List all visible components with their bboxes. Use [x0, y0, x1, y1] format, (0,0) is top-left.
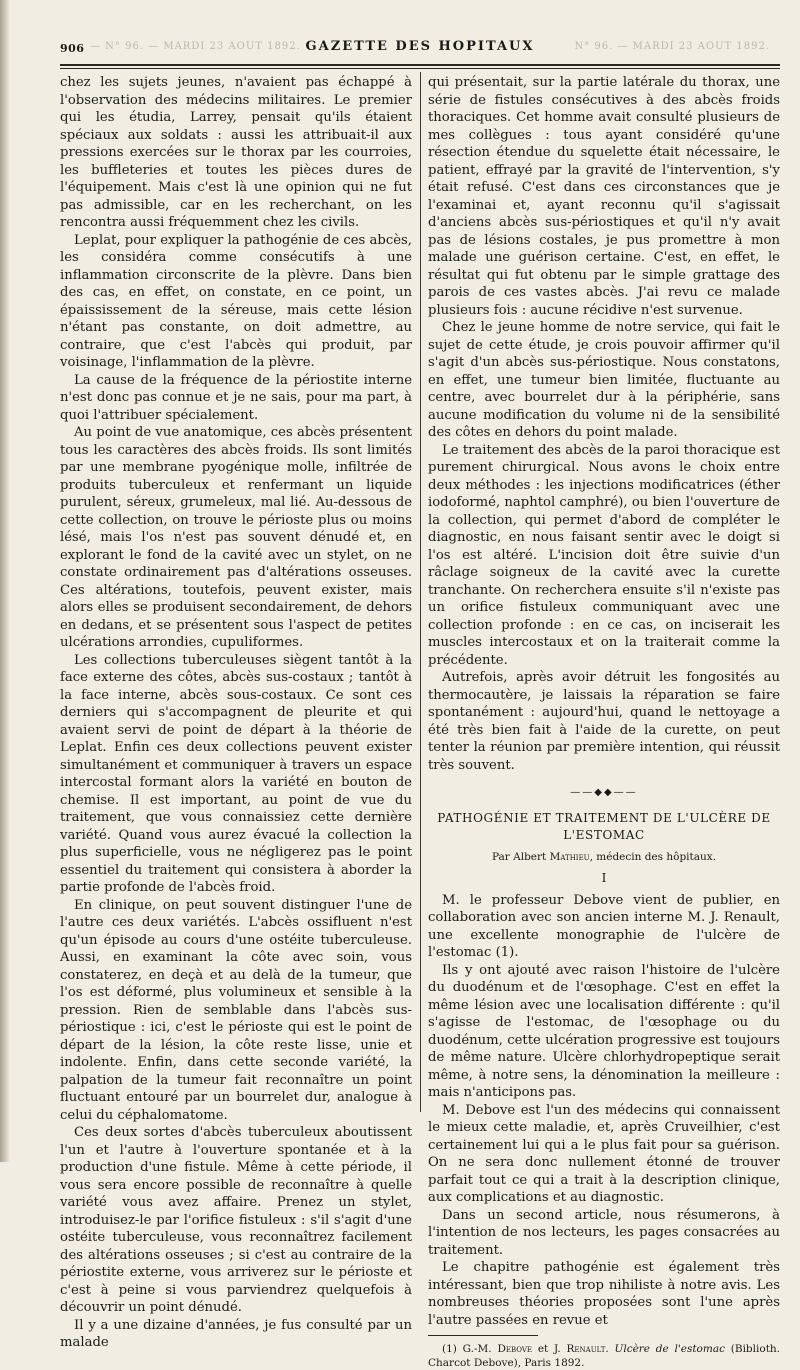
footnote: (1) G.-M. Debove et J. Renault. Ulcère de l'estomac (Biblioth. Charcot Debove), Paris 1892.	[428, 1343, 781, 1369]
left-column	[60, 74, 412, 1352]
header-rule-thick	[60, 64, 780, 66]
paragraph: chez les sujets jeunes, n'avaient pas échappé à l'observation des médecins militaires. Le premier qui les étudia, Larrey, pensait qu'ils étaient spéciaux aux soldats : aussi les attribuait-il aux pressions exercées sur le thorax par les courroies, les buffleteries et toutes les pièces dures de l'équipement. Mais c'est là une opinion qui ne fut pas admissible, car en les recherchant, on les rencontra aussi fréquemment chez les civils.	[60, 75, 412, 230]
article-title: PATHOGÉNIE ET TRAITEMENT DE L'ULCÈRE DE L'ESTOMAC	[437, 810, 771, 842]
paragraph: M. Debove est l'un des médecins qui connaissent le mieux cette maladie, et, après Cruveilhier, c'est certainement lui qui a le plus fait pour sa guérison. On ne sera donc nullement étonné de trouver parfait tout ce qui a trait à la description clinique, aux complications et au diagnostic.	[428, 1102, 780, 1205]
byline-suffix: , médecin des hôpitaux.	[589, 850, 717, 863]
page-number: 906	[60, 42, 85, 55]
article-byline	[428, 849, 780, 867]
right-column	[428, 74, 780, 1370]
footnote-book-title: Ulcère de l'estomac	[614, 1343, 725, 1355]
section-ornament: ——◆◆——	[570, 787, 638, 798]
paragraph: Chez le jeune homme de notre service, qui fait le sujet de cette étude, je crois pouvoir affirmer qu'il s'agit d'un abcès sus-périostique. Nous constatons, en effet, une tumeur bien limitée, fluctuante au centre, avec bourrelet dur à la périphérie, sans aucune modification du volume ni de la sensibilité des côtes en dehors du point malade.	[428, 320, 780, 440]
footnote-author-1: Debove	[497, 1343, 533, 1355]
paragraph: En clinique, on peut souvent distinguer l'une de l'autre ces deux variétés. L'abcès ossifluent n'est qu'un épisode au cours d'une ostéite tuberculeuse. Aussi, en examinant la côte avec soin, vous constaterez, en deçà et au delà de la tumeur, que l'os est déformé, plus volumineux et sensible à la pression. Rien de semblable dans l'abcès sus-périostique : ici, c'est le périoste qui est le point de départ de la lésion, la côte reste lisse, unie et indolente. Enfin, dans cette seconde variété, la palpation de la tumeur fait reconnaître un point fluctuant entouré par un bourrelet dur, analogue à celui du céphalomatome.	[60, 897, 412, 1123]
paragraph: Les collections tuberculeuses siègent tantôt à la face externe des côtes, abcès sus-costaux ; tantôt à la face interne, abcès sous-costaux. Ce sont ces derniers qui s'accompagnent de pleurite et qui avaient servi de point de départ à la théorie de Leplat. Enfin ces deux collections peuvent exister simultanément et communiquer à travers un espace intercostal formant alors la variété en bouton de chemise. Il est important, au point de vue du traitement, que vous connaissiez cette dernière variété. Quand vous aurez évacué la collection la plus superficielle, vous ne négligerez pas le point essentiel du traitement qui consistera à aborder la partie profonde de l'abcès froid.	[60, 652, 412, 895]
header-rule-thin	[60, 68, 780, 69]
journal-title: GAZETTE DES HOPITAUX	[305, 39, 535, 54]
page-header	[60, 36, 780, 58]
footnote-joiner: et J.	[537, 1343, 561, 1355]
page-binding-edge	[0, 0, 10, 1162]
paragraph: Le traitement des abcès de la paroi thoracique est purement chirurgical. Nous avons le choix entre deux méthodes : les injections modificatrices (éther iodoformé, naphtol camphré), ou bien l'ouverture de la collection, qui permet d'abord de compléter le diagnostic, en nous faisant sentir avec le doigt si l'os est altéré. L'incision doit être suivie d'un râclage soigneux de la cavité avec la curette tranchante. On recherchera ensuite s'il n'existe pas un orifice fistuleux communiquant avec une collection profonde : en ce cas, on inciserait les muscles intercostaux et on la traiterait comme la précédente.	[428, 442, 780, 668]
bleed-through-text-right: N° 96. — MARDI 23 AOUT 1892.	[574, 41, 770, 52]
paragraph: La cause de la fréquence de la périostite interne n'est donc pas connue et je ne sais, pour ma part, à quoi l'attribuer spécialement.	[60, 372, 412, 423]
paragraph: Autrefois, après avoir détruit les fongosités au thermocautère, je laissais la réparation se faire spontanément : aujourd'hui, quand le nettoyage a été très bien fait à l'aide de la curette, on peut tenter la réunion par première intention, qui réussit très souvent.	[428, 670, 780, 773]
paragraph: Ces deux sortes d'abcès tuberculeux aboutissent l'un et l'autre à l'ouverture spontanée et à la production d'une fistule. Même à cette période, il vous sera encore possible de reconnaître à quelle variété vous avez affaire. Prenez un stylet, introduisez-le par l'orifice fistuleux : s'il s'agit d'une ostéite tuberculeuse, vous reconnaîtrez facilement des altérations osseuses ; si c'est au contraire de la périostite externe, vous arriverez sur le périoste et c'est à peine si vous parviendrez quelquefois à découvrir un point dénudé.	[60, 1125, 412, 1315]
paragraph: Le chapitre pathogénie est également très intéressant, bien que trop nihiliste à notre avis. Les nombreuses théories proposées sont l'une après l'autre passées en revue et	[428, 1260, 780, 1328]
bleed-through-text-left: — N° 96. — MARDI 23 AOUT 1892.	[90, 41, 301, 52]
paragraph: M. le professeur Debove vient de publier, en collaboration avec son ancien interne M. J. Renault, une excellente monographie de l'ulcère de l'estomac (1).	[428, 892, 780, 960]
paragraph: Il y a une dizaine d'années, je fus consulté par un malade	[60, 1317, 412, 1350]
footnote-author-2: Renault	[566, 1343, 606, 1355]
footnote-initials: G.-M.	[462, 1343, 492, 1355]
footnote-rest: (Biblioth. Charcot Debove), Paris 1892.	[428, 1343, 781, 1369]
column-divider	[420, 72, 421, 1112]
byline-prefix: Par Albert	[491, 850, 547, 863]
footnote-rule	[428, 1335, 538, 1336]
byline-author: Mathieu	[549, 850, 590, 863]
paragraph: qui présentait, sur la partie latérale du thorax, une série de fistules consécutives à des abcès froids thoraciques. Cet homme avait consulté plusieurs de mes collègues : tous ayant considéré qu'une résection étendue du squelette était nécessaire, le patient, effrayé par la gravité de l'intervention, s'y était refusé. C'est dans ces circonstances que je l'examinai et, ayant reconnu qu'il s'agissait d'anciens abcès sus-périostiques et qu'il n'y avait pas de lésions costales, je pus promettre à mon malade une guérison certaine. C'est, en effet, le résultat qui fut obtenu par le simple grattage des parois de ces vastes abcès. J'ai revu ce malade plusieurs fois : aucune récidive n'est survenue.	[428, 75, 780, 318]
paragraph: Dans un second article, nous résumerons, à l'intention de nos lecteurs, les pages consacrées au traitement.	[428, 1207, 780, 1258]
paragraph: Ils y ont ajouté avec raison l'histoire de l'ulcère du duodénum et de l'œsophage. C'est en effet la même lésion avec une localisation différente : qu'il s'agisse de l'estomac, de l'œsophage ou du duodénum, cette ulcération progressive est toujours de même nature. Ulcère chlorhydropeptique serait même, à notre sens, la dénomination la meilleure : mais n'anticipons pas.	[428, 962, 780, 1100]
section-number: I	[601, 871, 607, 885]
paragraph: Au point de vue anatomique, ces abcès présentent tous les caractères des abcès froids. Ils sont limités par une membrane pyogénique molle, infiltrée de produits tuberculeux et renfermant un liquide purulent, séreux, grumeleux, mal lié. Au-dessous de cette collection, on trouve le périoste plus ou moins lésé, mais l'os n'est pas souvent dénudé et, en explorant le fond de la cavité avec un stylet, on ne constate ordinairement pas d'altérations osseuses. Ces altérations, toutefois, peuvent exister, mais alors elles se produisent secondairement, de dehors en dedans, et se présentent sous l'aspect de petites ulcérations arrondies, cupuliformes.	[60, 425, 412, 650]
footnote-marker: (1)	[442, 1343, 457, 1355]
paragraph: Leplat, pour expliquer la pathogénie de ces abcès, les considéra comme consécutifs à une inflammation circonscrite de la plèvre. Dans bien des cas, en effet, on constate, en ce point, un épaississement de la séreuse, mais cette lésion n'étant pas constante, on doit admettre, au contraire, que c'est l'abcès qui produit, par voisinage, l'inflammation de la plèvre.	[60, 232, 412, 370]
